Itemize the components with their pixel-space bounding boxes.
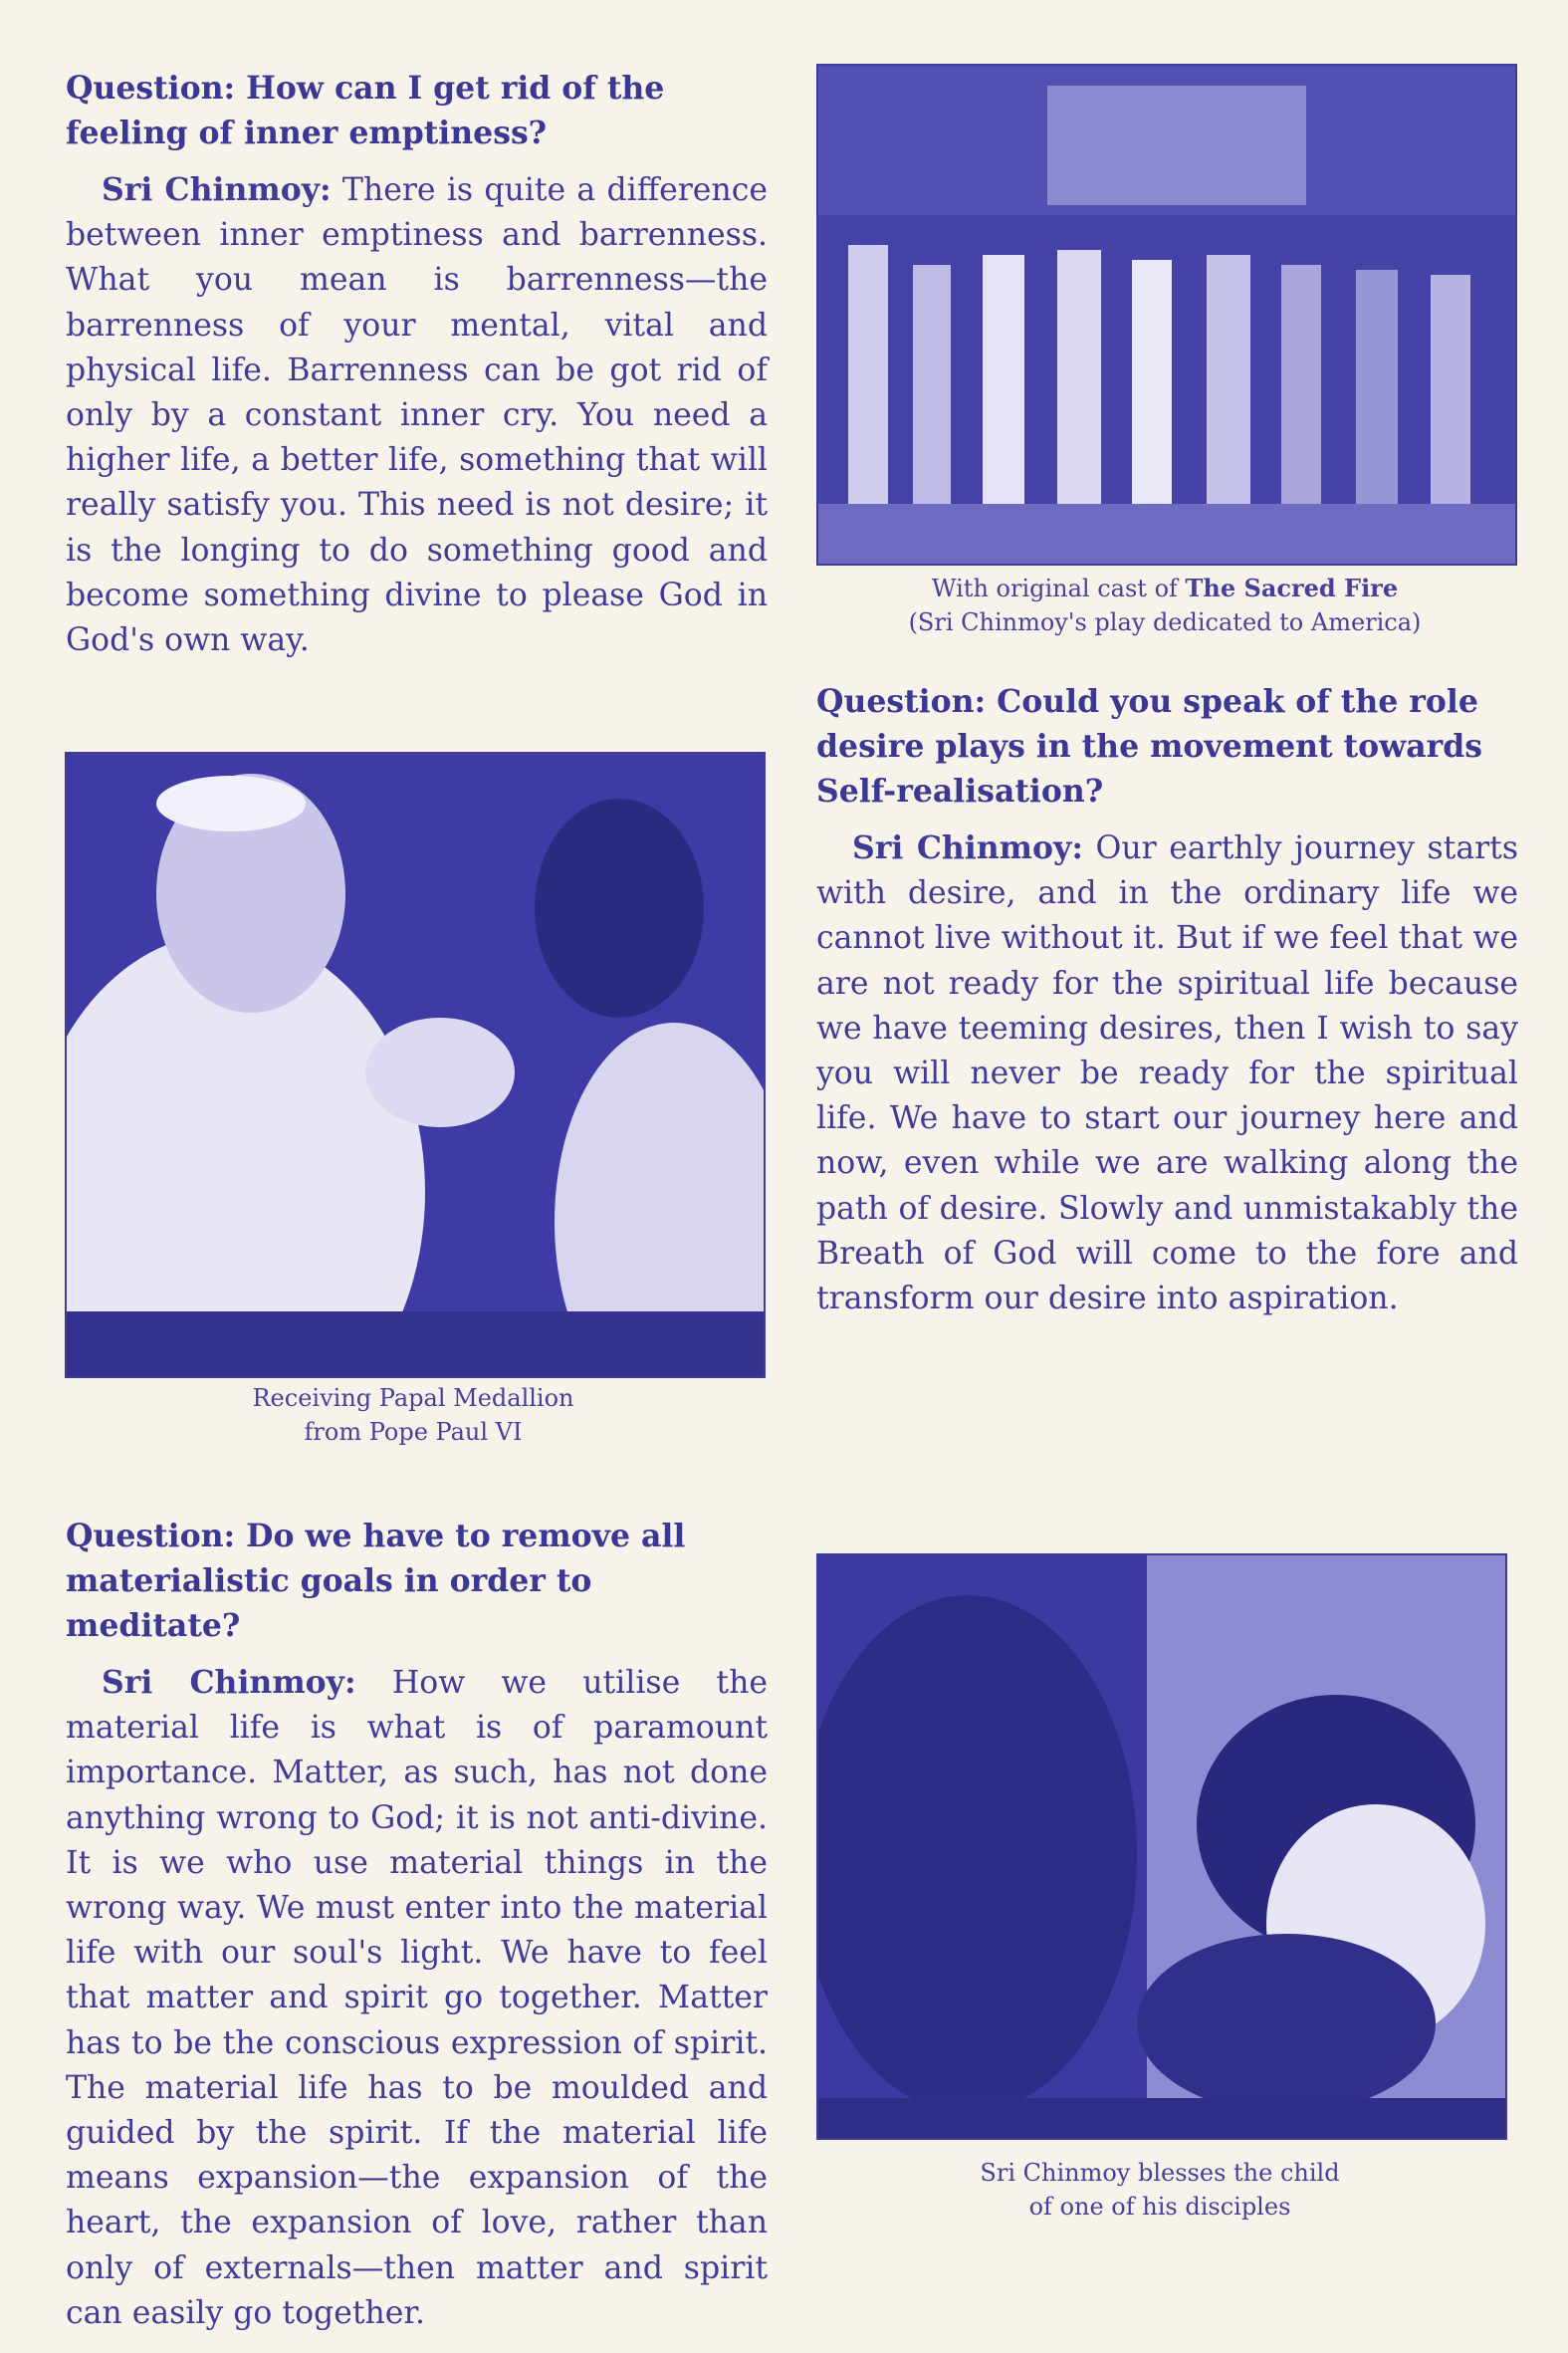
photo-papal-medallion (65, 752, 766, 1378)
answer-paragraph (66, 1660, 768, 2336)
caption-papal-medallion (65, 1381, 762, 1449)
photo-sacred-fire-cast-image (818, 66, 1515, 564)
caption-prefix: With original cast of (931, 575, 1178, 602)
caption-line: Receiving Papal Medallion (252, 1384, 574, 1412)
speaker-label: Sri Chinmoy: (102, 171, 332, 208)
answer-paragraph (66, 167, 768, 663)
answer-text: How we utilise the material life is what is of paramount importance. Matter, as such, has not done anything wrong to God; it is not anti-divine. It is we who use material things in the wrong way. We must enter into the material life with our soul's light. We have to feel that matter and spirit go together. Matter has to be the conscious expression of spirit. The material life has to be moulded and guided by the spirit. If the material life means expansion—the expansion of the heart, the expansion of love, rather than only of externals—then matter and spirit can easily go together. (66, 1665, 769, 2331)
caption-sacred-fire (816, 572, 1513, 639)
caption-line: Sri Chinmoy blesses the child (980, 2159, 1340, 2187)
photo-blessing-child (816, 1553, 1507, 2140)
speaker-label: Sri Chinmoy: (852, 829, 1083, 866)
qa-block-materialistic-goals (66, 1514, 768, 2336)
question-heading: Question: Do we have to remove all materialistic goals in order to meditate? (66, 1518, 686, 1644)
speaker-label: Sri Chinmoy: (102, 1664, 356, 1701)
caption-blessing-child (816, 2156, 1503, 2224)
qa-block-desire-self-realisation (816, 679, 1518, 1321)
photo-papal-medallion-image (67, 754, 764, 1376)
play-title: The Sacred Fire (1185, 574, 1399, 602)
qa-block-inner-emptiness (66, 66, 768, 663)
caption-line: of one of his disciples (1028, 2193, 1291, 2221)
answer-paragraph (816, 825, 1518, 1321)
caption-line: (Sri Chinmoy's play dedicated to America) (908, 608, 1422, 636)
answer-text: Our earthly journey starts with desire, and in the ordinary life we cannot live without it. But if we feel that we are not ready for the spiritual life because we have teeming desires, then I wish to say you will never be ready for the spiritual life. We have to start our journey here and now, even while we are walking along the path of desire. Slowly and unmistakably the Breath of God will come to the fore and transform our desire into aspiration. (816, 830, 1518, 1317)
photo-sacred-fire-cast (816, 64, 1517, 566)
caption-line: from Pope Paul VI (304, 1418, 523, 1446)
answer-text: There is quite a difference between inner emptiness and barrenness. What you mean is barrenness—the barrenness of your mental, vital and physical life. Barrenness can be got rid of only by a constant inner cry. You need a higher life, a better life, something that will really satisfy you. This need is not desire; it is the longing to do something good and become something divine to please God in God's own way. (66, 172, 768, 659)
question-heading: Question: Could you speak of the role desire plays in the movement towards Self-realisation? (816, 683, 1482, 810)
photo-blessing-child-image (818, 1555, 1505, 2138)
question-heading: Question: How can I get rid of the feeling of inner emptiness? (66, 70, 665, 151)
caption-line (816, 572, 1513, 605)
